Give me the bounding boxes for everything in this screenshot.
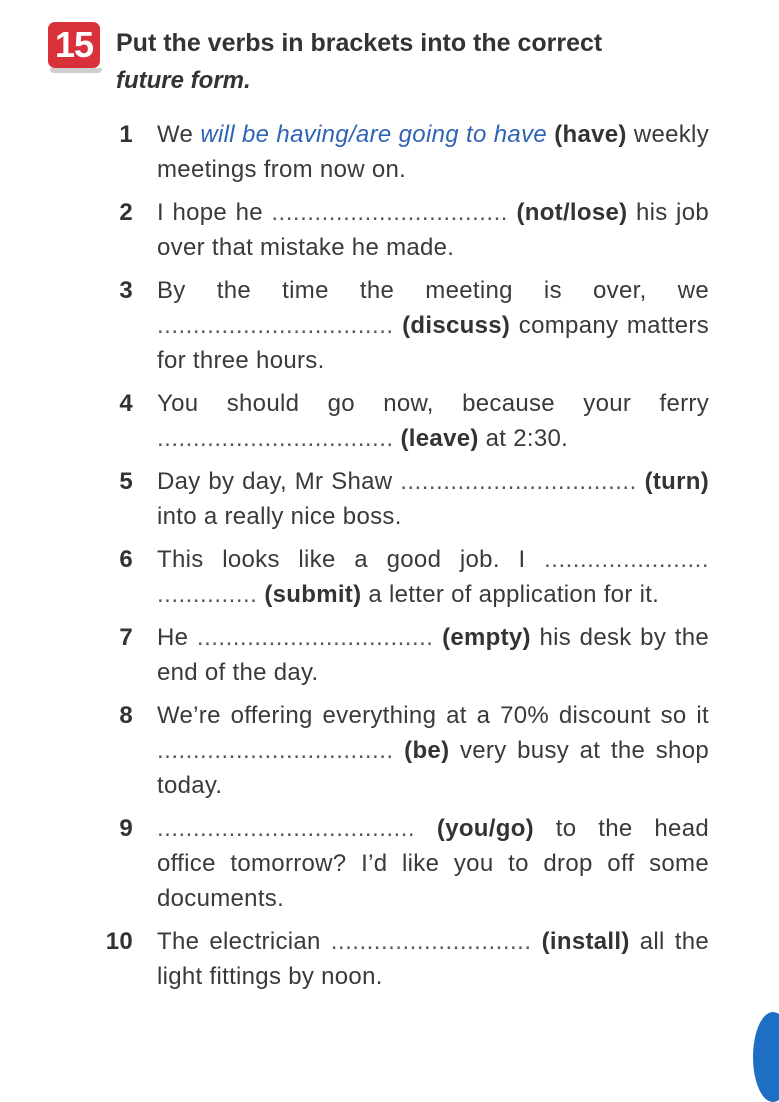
exercise-item-list [0,117,779,1002]
exercise-instruction [116,24,716,100]
exercise-item [0,117,709,187]
item-text-before: This looks like a good job. I [157,546,545,573]
exercise-item [0,273,709,378]
answer-blank: ....................... .............. [157,546,709,608]
item-number: 5 [119,468,133,495]
item-number: 2 [119,199,133,226]
item-verb-prompt: (install) [541,928,630,955]
item-text-before: He [157,624,197,651]
item-number: 6 [119,546,133,573]
item-text-after: into a really nice boss. [157,503,402,530]
item-example-answer: will be having/are going to have [200,121,548,148]
answer-blank: ................................. [400,468,637,495]
instruction-line-2: future form. [116,67,251,94]
item-text-before: I hope he [157,199,272,226]
exercise-item [0,195,709,265]
item-number: 3 [119,277,133,304]
item-text-after: company matters for three hours. [157,312,709,374]
item-text-after: a letter of application for it. [361,581,660,608]
answer-blank: .................................... [157,815,416,842]
answer-blank: ................................. [157,425,394,452]
item-text-after: at 2:30. [478,425,569,452]
item-text-after: very busy at the shop today. [157,737,710,799]
item-text-before: We [157,121,201,148]
item-verb-prompt: (you/go) [436,815,534,842]
answer-blank: ................................. [157,312,394,339]
item-text-after: to the head office tomorrow? I’d like you to drop off some documents. [157,815,709,912]
item-verb-prompt: (empty) [442,624,531,651]
exercise-item [0,386,709,456]
item-verb-prompt: (have) [554,121,627,148]
item-number: 8 [119,702,133,729]
item-number: 4 [119,390,133,417]
answer-blank: ............................ [330,928,532,955]
item-number: 10 [105,928,133,955]
item-verb-prompt: (submit) [264,581,362,608]
item-verb-prompt: (leave) [400,425,479,452]
item-number: 9 [119,815,133,842]
item-text-after: weekly meetings from now on. [157,121,709,183]
item-verb-prompt: (not/lose) [516,199,628,226]
exercise-item [0,811,709,916]
answer-blank: ................................. [271,199,508,226]
item-text-before: We’re offering everything at a 70% discount so it [157,702,709,729]
item-text-before: You should go now, because your ferry [157,390,709,417]
item-text-before: Day by day, Mr Shaw [157,468,401,495]
exercise-item [0,698,709,803]
item-text-before: The electrician [157,928,331,955]
exercise-item [0,924,709,994]
item-number: 7 [119,624,133,651]
answer-blank: ................................. [196,624,434,651]
item-number: 1 [119,121,133,148]
answer-blank: ................................. [157,737,394,764]
item-verb-prompt: (be) [404,737,450,764]
item-text-after: his desk by the end of the day. [157,624,710,686]
exercise-item [0,620,709,690]
item-verb-prompt: (turn) [644,468,710,495]
instruction-line-1: Put the verbs in brackets into the correct [116,29,603,57]
item-text-after: his job over that mistake he made. [157,199,709,261]
exercise-item [0,464,709,534]
exercise-item [0,542,709,612]
exercise-number-badge: 15 [48,22,100,68]
item-verb-prompt: (discuss) [402,312,511,339]
page-corner-decoration [753,1012,779,1102]
item-text-before: By the time the meeting is over, we [157,277,709,304]
item-text-after: all the light fittings by noon. [157,928,709,990]
